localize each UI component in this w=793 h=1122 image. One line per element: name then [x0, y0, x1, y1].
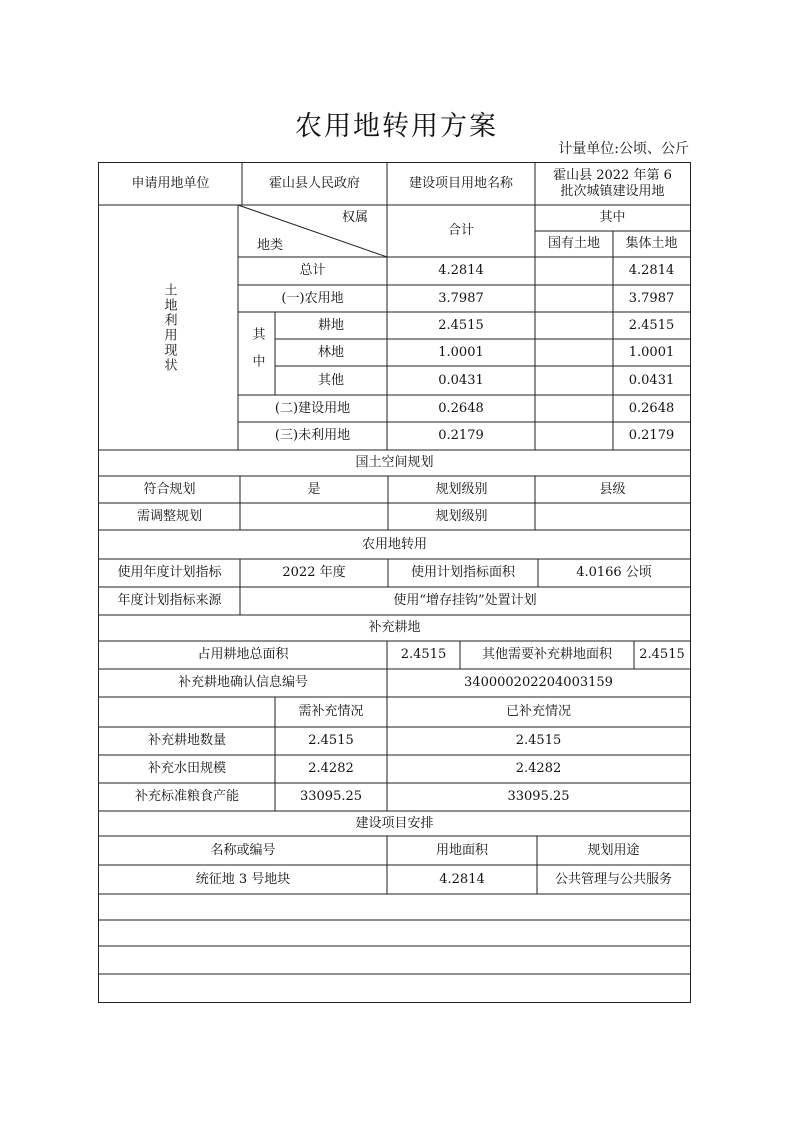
land-row-total: 3.7987: [438, 290, 484, 306]
supplement-section-title: 补充耕地: [368, 620, 421, 635]
land-row-state: [535, 285, 613, 312]
project-section-title: 建设项目安排: [355, 815, 434, 831]
supplement-row-label: 补充水田规模: [147, 761, 226, 776]
collective-land-header: 集体土地: [625, 236, 678, 251]
indicator-area-value: 4.0166 公顷: [576, 565, 652, 580]
occupied-area-label: 占用耕地总面积: [197, 647, 289, 662]
indicator-source-label: 年度计划指标来源: [117, 593, 222, 608]
land-row-collective: 0.2179: [628, 428, 675, 443]
other-area-label: 其他需要补充耕地面积: [481, 647, 612, 662]
adjust-planning-value: [240, 503, 388, 530]
confirm-number-value: 340000202204003159: [464, 675, 613, 690]
land-row-state: [535, 257, 613, 285]
project-name-header: 名称或编号: [210, 842, 276, 858]
planning-level-label: 规划级别: [435, 481, 488, 497]
supplement-row-done: 33095.25: [507, 789, 570, 804]
land-row-state: [535, 312, 613, 339]
occupied-area-value: 2.4515: [400, 647, 447, 662]
project-name-label: 建设项目用地名称: [408, 176, 513, 191]
indicator-area-label: 使用计划指标面积: [410, 565, 515, 580]
land-row-state: [535, 422, 613, 450]
land-row-collective: 0.2648: [628, 400, 675, 416]
land-row-name: 林地: [317, 344, 344, 360]
project-row-use: 公共管理与公共服务: [554, 871, 672, 887]
planning-section-title: 国土空间规划: [355, 455, 434, 470]
land-row-collective: 4.2814: [628, 263, 675, 278]
supplement-row-label: 补充耕地数量: [147, 733, 226, 748]
land-row-name: (二)建设用地: [274, 400, 351, 416]
land-row-name: 总计: [299, 263, 326, 278]
project-row-empty: [99, 946, 690, 974]
project-row-area: 4.2814: [439, 871, 485, 887]
supplement-row-label: 补充标准粮食产能: [134, 789, 239, 804]
other-area-value: 2.4515: [639, 647, 685, 662]
total-column-header: 合计: [447, 223, 474, 238]
land-row-state: [535, 339, 613, 366]
measurement-unit: 计量单位:公顷、公斤: [558, 141, 689, 157]
planning-level-value-2: [535, 503, 690, 530]
annual-indicator-value: 2022 年度: [282, 565, 346, 580]
land-row-name: (三)未利用地: [274, 428, 351, 443]
land-row-collective: 0.0431: [628, 372, 675, 388]
landtype-label: 地类: [256, 238, 283, 253]
land-row-collective: 2.4515: [628, 317, 675, 333]
project-name-value: [535, 163, 690, 205]
supplement-row-needed: 2.4515: [308, 733, 354, 748]
land-row-collective: 3.7987: [628, 290, 675, 306]
planning-level-value: 县级: [599, 481, 626, 497]
project-area-header: 用地面积: [435, 842, 488, 858]
needed-header: 需补充情况: [298, 704, 364, 719]
annual-indicator-label: 使用年度计划指标: [117, 565, 222, 580]
land-row-name: (一)农用地: [281, 290, 344, 306]
land-row-name: 其他: [317, 372, 344, 388]
planning-level-label-2: 规划级别: [435, 508, 488, 524]
confirm-number-label: 补充耕地确认信息编号: [177, 675, 308, 690]
sub-of-which-section: [238, 312, 275, 395]
project-row-empty: [99, 894, 690, 920]
project-use-header: 规划用途: [587, 842, 640, 858]
adjust-planning-label: 需调整规划: [136, 508, 202, 524]
applicant-label: 申请用地单位: [131, 176, 210, 191]
land-row-total: 0.2179: [438, 428, 484, 443]
done-header: 已补充情况: [505, 704, 571, 719]
project-name-line2: 批次城镇建设用地: [560, 184, 665, 199]
sub-of-which-label: 其中: [249, 326, 265, 381]
land-row-state: [535, 366, 613, 395]
project-row-empty: [99, 920, 690, 946]
document-title: 农用地转用方案: [295, 111, 498, 142]
indicator-source-value: 使用“增存挂钩”处置计划: [393, 593, 537, 608]
supplement-row-done: 2.4282: [515, 761, 562, 776]
project-name-line1: 霍山县 2022 年第 6: [553, 168, 672, 183]
supplement-row-needed: 33095.25: [299, 789, 363, 804]
state-land-header: 国有土地: [547, 236, 600, 251]
land-row-total: 2.4515: [438, 317, 484, 333]
land-row-total: 4.2814: [438, 263, 484, 278]
compliant-label: 符合规划: [143, 481, 196, 497]
land-row-name: 耕地: [317, 317, 344, 333]
project-row-empty: [99, 974, 690, 1002]
land-row-collective: 1.0001: [628, 344, 675, 360]
conversion-section-title: 农用地转用: [361, 536, 427, 552]
project-row-name: 统征地 3 号地块: [195, 871, 291, 887]
land-row-total: 0.0431: [438, 372, 484, 388]
land-status-section: [99, 205, 238, 450]
land-row-total: 0.2648: [438, 400, 484, 416]
applicant-value: 霍山县人民政府: [268, 176, 360, 191]
supplement-row-needed: 2.4282: [308, 761, 354, 776]
of-which-header: 其中: [599, 210, 626, 225]
land-row-state: [535, 395, 613, 422]
ownership-label: 权属: [341, 210, 368, 225]
land-status-label: 土地利用现状: [161, 282, 177, 373]
land-row-total: 1.0001: [438, 344, 484, 360]
compliant-value: 是: [307, 481, 321, 497]
supplement-row-done: 2.4515: [515, 733, 562, 748]
